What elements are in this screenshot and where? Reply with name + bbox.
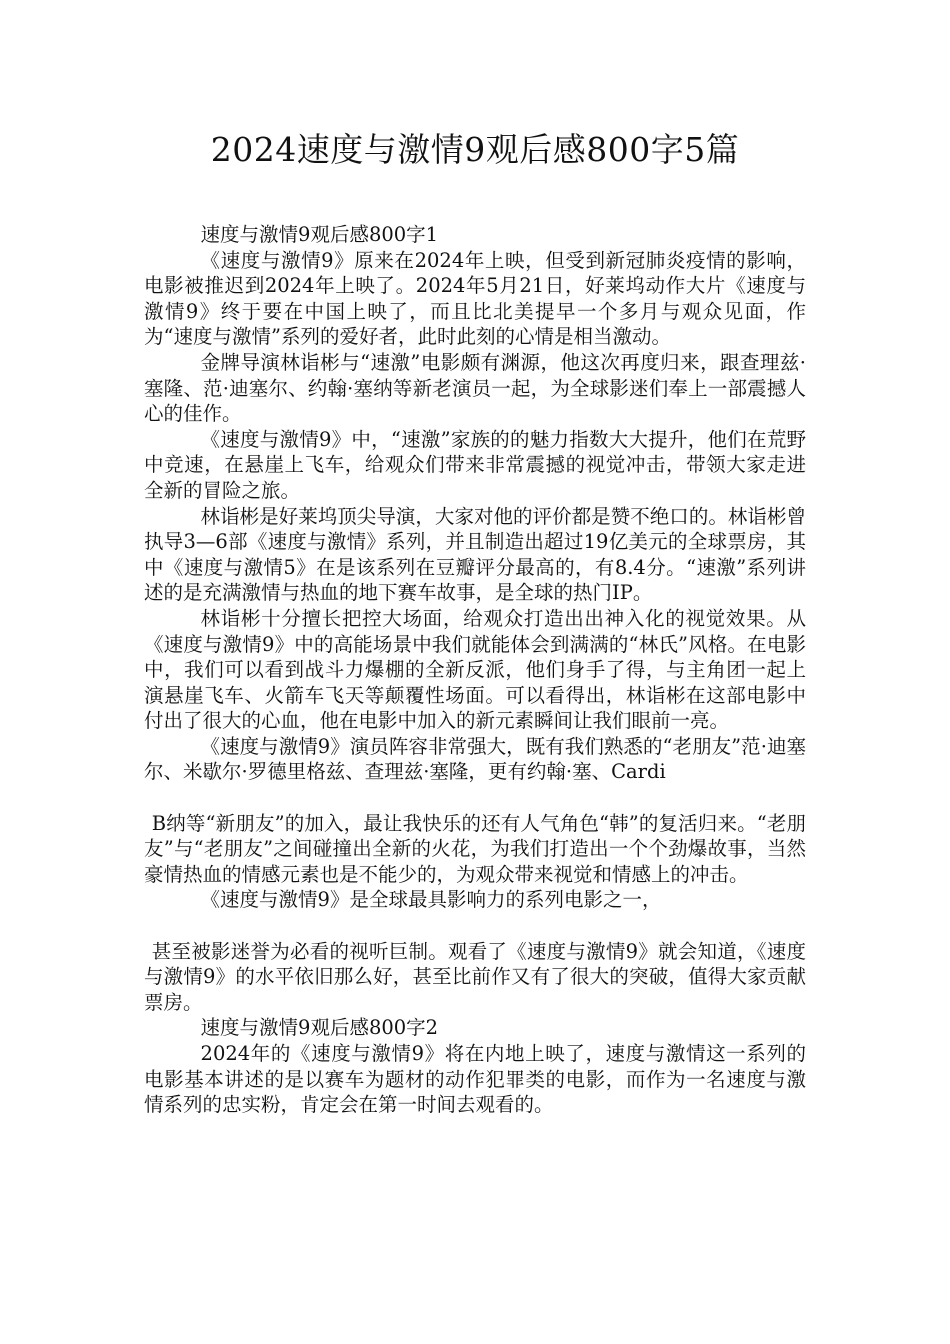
paragraph: 2024年的《速度与激情9》将在内地上映了，速度与激情这一系列的电影基本讲述的是以赛车为题材的动作犯罪类的电影，而作为一名速度与激情系列的忠实粉，肯定会在第一时间去观看的。 <box>144 1042 806 1117</box>
paragraph: 《速度与激情9》演员阵容非常强大，既有我们熟悉的“老朋友”范·迪塞尔、米歇尔·罗德里格兹、查理兹·塞隆，更有约翰·塞、Cardi <box>144 734 806 784</box>
paragraph-gap <box>144 785 806 811</box>
paragraph: 《速度与激情9》是全球最具影响力的系列电影之一， <box>200 888 662 912</box>
paragraph-gap <box>144 913 806 939</box>
paragraph-continuation: B纳等“新朋友”的加入，最让我快乐的还有人气角色“韩”的复活归来。“老朋友”与“老朋友”之间碰撞出全新的火花，为我们打造出一个个劲爆故事，当然豪情热血的情感元素也是不能少的，为观众带来视觉和情感上的冲击。 <box>144 811 806 886</box>
paragraph-continuation: 甚至被影迷誉为必看的视听巨制。观看了《速度与激情9》就会知道，《速度与激情9》的水平依旧那么好，甚至比前作又有了很大的突破，值得大家贡献票房。 <box>144 939 806 1014</box>
section-heading-2: 速度与激情9观后感800字2 <box>200 1016 439 1040</box>
paragraph: 林诣彬是好莱坞顶尖导演，大家对他的评价都是赞不绝口的。林诣彬曾执导3—6部《速度与激情》系列，并且制造出超过19亿美元的全球票房，其中《速度与激情5》在是该系列在豆瓣评分最高的，有8.4分。“速激”系列讲述的是充满激情与热血的地下赛车故事，是全球的热门IP。 <box>144 504 806 605</box>
document-body <box>144 222 806 1118</box>
paragraph: 林诣彬十分擅长把控大场面，给观众打造出出神入化的视觉效果。从《速度与激情9》中的高能场景中我们就能体会到满满的“林氏”风格。在电影中，我们可以看到战斗力爆棚的全新反派，他们身手了得，与主角团一起上演悬崖飞车、火箭车飞天等颠覆性场面。可以看得出，林诣彬在这部电影中付出了很大的心血，他在电影中加入的新元素瞬间让我们眼前一亮。 <box>144 606 806 733</box>
paragraph: 《速度与激情9》原来在2024年上映，但受到新冠肺炎疫情的影响，电影被推迟到2024年上映了。2024年5月21日，好莱坞动作大片《速度与激情9》终于要在中国上映了，而且比北美提早一个多月与观众见面，作为“速度与激情”系列的爱好者，此时此刻的心情是相当激动。 <box>144 248 806 349</box>
paragraph: 金牌导演林诣彬与“速激”电影颇有渊源，他这次再度归来，跟查理兹·塞隆、范·迪塞尔、约翰·塞纳等新老演员一起，为全球影迷们奉上一部震撼人心的佳作。 <box>144 350 806 426</box>
paragraph: 《速度与激情9》中，“速激”家族的的魅力指数大大提升，他们在荒野中竞速，在悬崖上飞车，给观众们带来非常震撼的视觉冲击，带领大家走进全新的冒险之旅。 <box>144 427 806 502</box>
section-heading-1: 速度与激情9观后感800字1 <box>200 223 439 246</box>
document-title: 2024速度与激情9观后感800字5篇 <box>210 130 740 169</box>
